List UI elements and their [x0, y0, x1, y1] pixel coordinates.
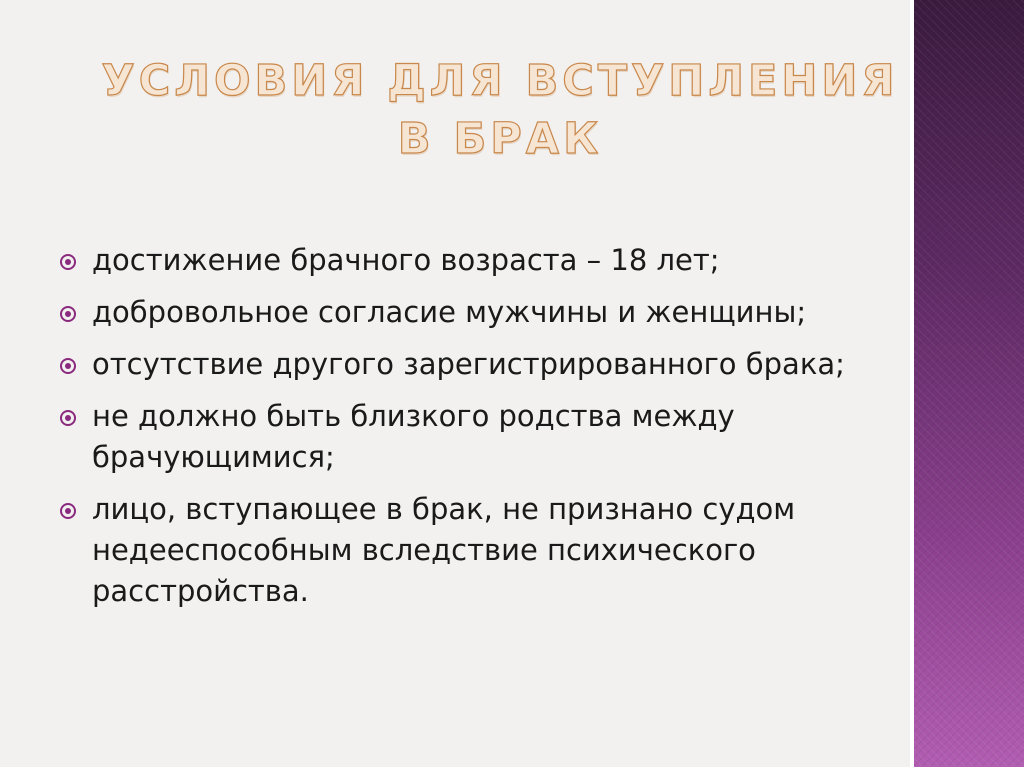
bullet-list: [60, 240, 870, 623]
circle-dot-icon: [60, 306, 76, 322]
list-item-text: достижение брачного возраста – 18 лет;: [92, 243, 720, 277]
list-item-text: отсутствие другого зарегистрированного брака;: [92, 347, 845, 381]
side-decoration-panel: [914, 0, 1024, 767]
list-item: [60, 344, 870, 385]
list-item: [60, 292, 870, 333]
circle-dot-icon: [60, 358, 76, 374]
list-item: [60, 489, 870, 612]
slide-title: УСЛОВИЯ ДЛЯ ВСТУПЛЕНИЯ В БРАК: [101, 56, 899, 164]
circle-dot-icon: [60, 410, 76, 426]
list-item-text: лицо, вступающее в брак, не признано судом недееспособным вследствие психического расстройства.: [92, 492, 796, 608]
circle-dot-icon: [60, 254, 76, 270]
list-item: [60, 396, 870, 478]
list-item: [60, 240, 870, 281]
circle-dot-icon: [60, 503, 76, 519]
list-item-text: добровольное согласие мужчины и женщины;: [92, 295, 807, 329]
list-item-text: не должно быть близкого родства между брачующимися;: [92, 399, 735, 474]
